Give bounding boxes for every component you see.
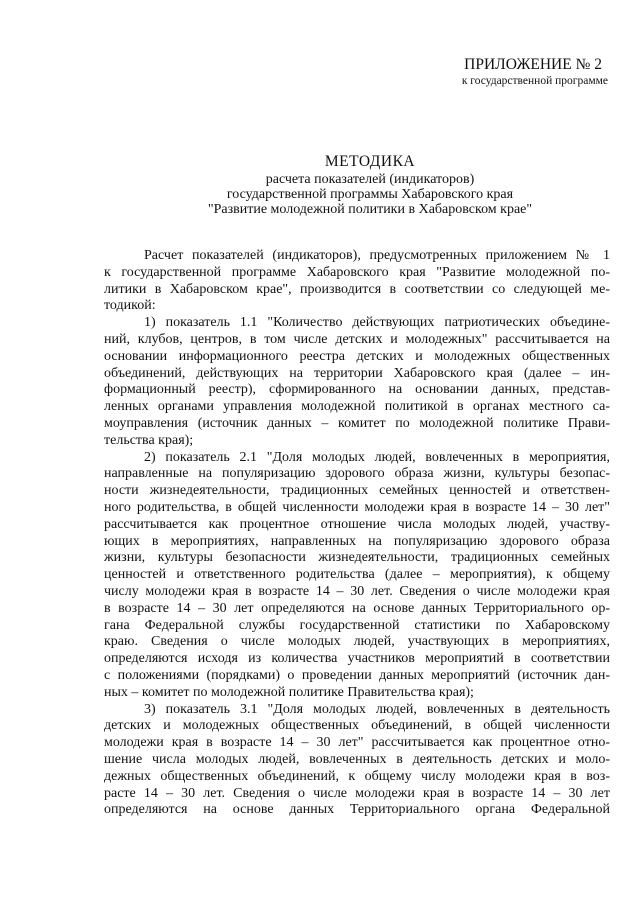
body-line: формационный реестр), сформированного на основании данных, представ- [104,382,610,398]
body-line: тельства края); [104,432,194,448]
body-line: жизни, культуры безопасности жизнедеятельности, традиционных семейных [104,550,610,566]
body-line: рассчитывается как процентное отношение числа молодых людей, участву- [104,516,610,532]
body-line: объединений, действующих на территории Хабаровского края (далее – ин- [104,365,610,381]
body-line: определяются исходя из количества участников мероприятий в соответствии [104,651,610,667]
body-line: Расчет показателей (индикаторов), предусмотренных приложением № 1 [144,248,610,263]
body-line: краю. Сведения о числе молодых людей, участвующих в мероприятиях, [104,634,610,650]
body-line: с положениями (порядками) о проведении данных мероприятий (источник дан- [104,667,610,683]
title-line: "Развитие молодежной политики в Хабаровском крае" [207,202,533,217]
body-line: ных – комитет по молодежной политике Правительства края); [104,684,474,700]
body-line: ного родительства, в общей численности молодежи края в возрасте 14 – 30 лет" [104,499,610,515]
body-line: гана Федеральной службы государственной статистики по Хабаровскому [104,617,610,633]
body-line: молодежи края в возрасте 14 – 30 лет" рассчитывается как процентное отно- [104,735,610,751]
body-line: числу молодежи края в возрасте 14 – 30 лет. Сведения о числе молодежи края [104,583,610,599]
body-line: моуправления (источник данных – комитет по молодежной политике Прави- [104,415,610,431]
body-line: определяются на основе данных Территориального органа Федеральной [104,802,610,818]
body-line: литики в Хабаровском крае", производится в соответствии со следующей ме- [104,281,610,297]
title-line: расчета показателей (индикаторов) [265,172,475,187]
body-line: шение числа молодых людей, вовлеченных в деятельность детских и моло- [104,751,610,767]
body-line: тодикой: [104,298,156,314]
body-line: к государственной программе Хабаровского края "Развитие молодежной по- [104,264,610,280]
appendix-number: ПРИЛОЖЕНИЕ № 2 [464,56,602,73]
body-text [104,248,610,819]
body-line: детских и молодежных общественных объединений, в общей численности [104,718,610,734]
body-line: в возрасте 14 – 30 лет определяются на основе данных Территориального ор- [104,600,610,616]
body-line: ности жизнедеятельности, традиционных семейных ценностей и ответствен- [104,483,610,499]
body-line: ний, клубов, центров, в том числе детских и молодежных" рассчитывается на [104,331,610,347]
body-line: дежных общественных объединений, к общему числу молодежи края в воз- [104,768,610,784]
body-line: ленных органами управления молодежной политикой в органах местного са- [104,399,610,415]
body-line: расте 14 – 30 лет. Сведения о числе молодежи края в возрасте 14 – 30 лет [104,785,610,801]
body-line: основании информационного реестра детских и молодежных общественных [104,348,610,364]
body-line: ценностей и ответственного родительства (далее – мероприятия), к общему [104,567,610,583]
body-line: 2) показатель 2.1 "Доля молодых людей, вовлеченных в мероприятия, [144,449,610,465]
body-line: 1) показатель 1.1 "Количество действующих патриотических объедине- [144,315,610,331]
document-title: МЕТОДИКА [324,153,416,170]
appendix-subtitle: к государственной программе [461,75,608,87]
body-line: 3) показатель 3.1 "Доля молодых людей, вовлеченных в деятельность [144,701,610,717]
body-line: ющих в мероприятиях, направленных на популяризацию здорового образа [104,533,610,549]
title-line: государственной программы Хабаровского края [226,187,514,202]
title-block [0,152,640,217]
appendix-header [462,56,608,88]
body-line: направленные на популяризацию здорового образа жизни, культуры безопас- [104,466,610,482]
